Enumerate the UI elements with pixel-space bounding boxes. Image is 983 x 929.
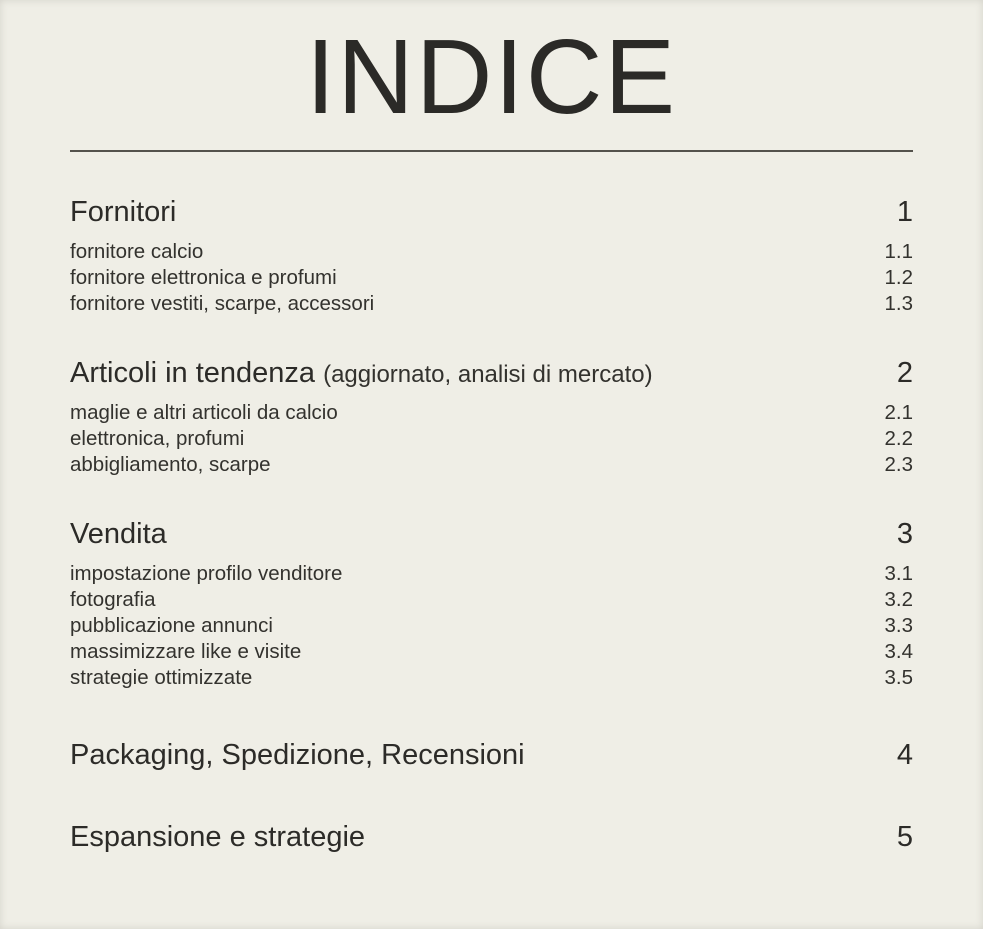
toc-item-label: fornitore elettronica e profumi [70,266,337,289]
toc-item-number: 1.2 [884,266,913,289]
toc-item-label: strategie ottimizzate [70,666,253,689]
toc-item [70,452,913,478]
toc-item-number: 3.1 [884,562,913,585]
toc-item-number: 1.3 [884,292,913,315]
section-title: Packaging, Spedizione, Recensioni [70,739,525,771]
section-title: Vendita [70,518,167,550]
toc-item [70,426,913,452]
toc-section-heading [70,819,913,855]
section-page-number: 2 [896,357,913,389]
toc-item-label: abbigliamento, scarpe [70,453,271,476]
section-page-number: 3 [896,518,913,550]
toc-item-number: 3.5 [884,666,913,689]
toc-item-number: 2.2 [884,427,913,450]
toc-item [70,587,913,613]
toc-item-number: 2.1 [884,401,913,424]
toc-item-number: 1.1 [884,240,913,263]
toc-item-number: 2.3 [884,453,913,476]
toc-item-label: pubblicazione annunci [70,614,273,637]
toc-item [70,265,913,291]
section-page-number: 5 [896,821,913,853]
toc-item-number: 3.3 [884,614,913,637]
toc-item-label: massimizzare like e visite [70,640,302,663]
toc-item [70,561,913,587]
toc-item [70,639,913,665]
toc-item [70,665,913,691]
section-title: Espansione e strategie [70,821,366,853]
section-page-number: 4 [896,739,913,771]
section-title-suffix: (aggiornato, analisi di mercato) [323,361,653,388]
section-title: Articoli in tendenza (aggiornato, analisi di mercato) [70,357,653,389]
toc-section-heading [70,355,913,393]
toc-item-label: fotografia [70,588,156,611]
toc-section-heading [70,737,913,773]
title-divider [70,150,913,152]
toc-item [70,291,913,317]
toc-item-label: impostazione profilo venditore [70,562,343,585]
page-title: INDICE [305,18,678,136]
toc-item-label: elettronica, profumi [70,427,245,450]
toc-item-number: 3.4 [884,640,913,663]
section-title: Fornitori [70,196,177,228]
toc-item-number: 3.2 [884,588,913,611]
toc-item [70,239,913,265]
toc-item [70,400,913,426]
toc-section-heading [70,516,913,554]
toc-section-heading [70,194,913,232]
toc-item-label: fornitore vestiti, scarpe, accessori [70,292,375,315]
toc-item-label: fornitore calcio [70,240,204,263]
table-of-contents [70,194,913,855]
toc-item [70,613,913,639]
toc-item-label: maglie e altri articoli da calcio [70,401,338,424]
section-page-number: 1 [896,196,913,228]
